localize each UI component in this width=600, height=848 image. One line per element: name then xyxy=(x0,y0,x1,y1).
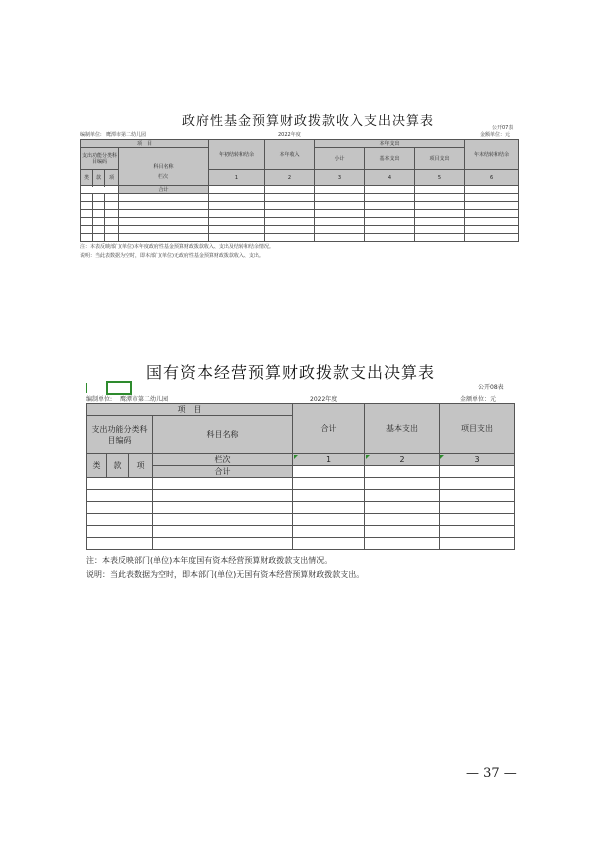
table1-total-label: 合计 xyxy=(119,186,209,194)
table-row xyxy=(87,538,515,550)
table1-header-item: 项目支出 xyxy=(415,148,465,170)
table2-title: 国有资本经营预算财政拨款支出决算表 xyxy=(146,363,436,382)
table2-year: 2022年度 xyxy=(310,396,338,403)
table2-total-label: 合计 xyxy=(153,466,293,478)
cell-marker xyxy=(440,455,444,459)
table2-col-2: 2 xyxy=(365,454,440,466)
table-row xyxy=(87,502,515,514)
table2-header-xiang: 项 xyxy=(129,454,153,478)
table1-form-no: 公开07表 xyxy=(492,125,514,131)
table-row xyxy=(87,478,515,490)
table2-col-label: 栏次 xyxy=(153,454,293,466)
table1-header-begin-balance: 年初结转和结余 xyxy=(209,140,265,170)
sheet-state-capital xyxy=(84,356,516,586)
table1-header-lei: 类 xyxy=(81,170,93,186)
table1-col-3: 3 xyxy=(315,170,365,186)
table-row xyxy=(81,234,519,242)
table1-header-name: 科目名称 xyxy=(119,148,209,186)
table1-unit-label: 编制单位: xyxy=(80,132,102,138)
table-row xyxy=(87,490,515,502)
table2-form-no: 公开08表 xyxy=(478,384,504,391)
table1-year: 2022年度 xyxy=(278,132,301,138)
table-row xyxy=(87,514,515,526)
table2-col-1: 1 xyxy=(293,454,365,466)
page-number: — 37 — xyxy=(466,766,517,781)
table2-note2: 说明：当此表数据为空时，即本部门(单位)无国有资本经营预算财政拨款支出。 xyxy=(86,570,365,579)
table1-col-4: 4 xyxy=(365,170,415,186)
table1-col-1: 1 xyxy=(209,170,265,186)
table2-header-kuan: 款 xyxy=(107,454,129,478)
table1-currency: 金额单位：元 xyxy=(480,132,511,138)
cell-marker xyxy=(366,455,370,459)
table2-header-item: 项目支出 xyxy=(440,404,515,454)
table2-currency: 金额单位：元 xyxy=(460,396,497,403)
table1-col-6: 6 xyxy=(465,170,519,186)
table1-header-project: 项 目 xyxy=(81,140,209,148)
table-row xyxy=(87,526,515,538)
cell-marker xyxy=(294,455,298,459)
table2-unit-name: 鹰潭市第二幼儿园 xyxy=(120,396,169,403)
selected-cell-box xyxy=(106,381,132,395)
table2-note1: 注：本表反映部门(单位)本年度国有资本经营预算财政拨款支出情况。 xyxy=(86,556,333,565)
table1-grid xyxy=(80,139,519,242)
table2-col-3: 3 xyxy=(440,454,515,466)
sheet-government-fund xyxy=(78,104,522,266)
table1-header-code: 支出功能分类科目编码 xyxy=(81,148,119,170)
table1-note1: 注：本表反映部门(单位)本年度政府性基金预算财政拨款收入、支出及结转和结余情况。 xyxy=(80,244,274,250)
table1-col-5: 5 xyxy=(415,170,465,186)
table2-header-name: 科目名称 xyxy=(153,416,293,454)
selected-cell-marker xyxy=(86,383,87,393)
table-row xyxy=(81,194,519,202)
table1-title: 政府性基金预算财政拨款收入支出决算表 xyxy=(182,114,435,129)
table2-header-project: 项 目 xyxy=(87,404,293,416)
table2-header-lei: 类 xyxy=(87,454,107,478)
table1-col-label: 栏次 xyxy=(158,174,169,180)
table2-header-basic: 基本支出 xyxy=(365,404,440,454)
table1-header-basic: 基本支出 xyxy=(365,148,415,170)
table2-unit-label: 编制单位: xyxy=(86,396,113,403)
table1-header-income: 本年收入 xyxy=(265,140,315,170)
table2-grid xyxy=(86,403,515,550)
table1-header-kuan: 款 xyxy=(93,170,105,186)
table1-note2: 说明：当此表数据为空时，即本部门(单位)无政府性基金预算财政拨款收入、支出。 xyxy=(80,253,264,259)
table1-header-subtotal: 小计 xyxy=(315,148,365,170)
table1-header-end-balance: 年末结转和结余 xyxy=(465,140,519,170)
table-row xyxy=(81,226,519,234)
table2-header-total: 合计 xyxy=(293,404,365,454)
table1-col-2: 2 xyxy=(265,170,315,186)
table2-header-code: 支出功能分类科目编码 xyxy=(87,416,153,454)
table-row xyxy=(81,210,519,218)
table1-header-xiang: 项 xyxy=(105,170,119,186)
table1-unit-name: 鹰潭市第二幼儿园 xyxy=(106,132,147,138)
table1-header-expense: 本年支出 xyxy=(315,140,465,148)
table-row xyxy=(81,202,519,210)
table-row xyxy=(81,218,519,226)
